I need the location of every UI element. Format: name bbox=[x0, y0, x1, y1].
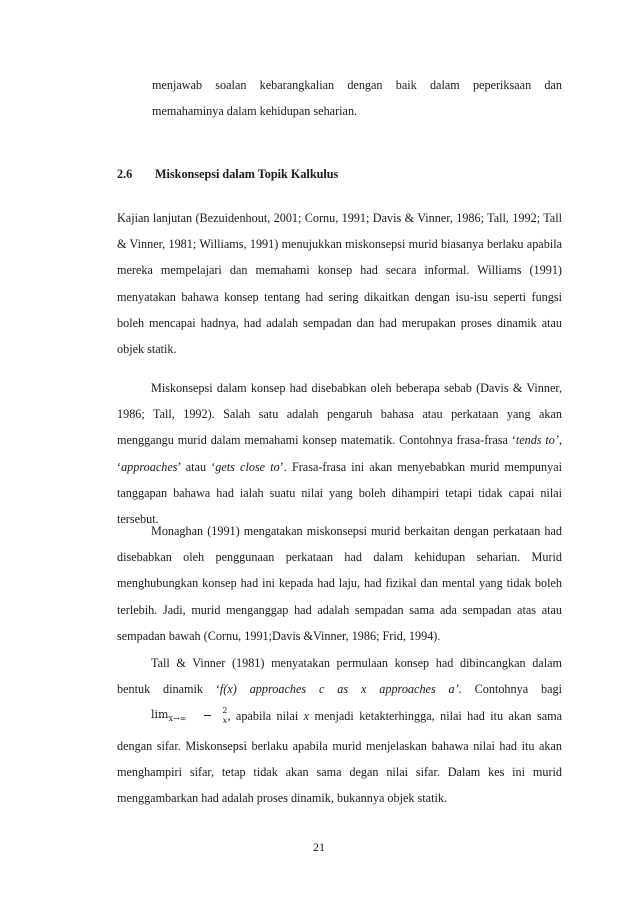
paragraph-4-text-a: Tall & Vinner (1981) menyatakan permulaan konsep had dibincangkan dalam bentuk dinamik ‘ bbox=[117, 656, 562, 697]
paragraph-2 bbox=[117, 375, 562, 532]
paragraph-4-quote: f(x) approaches c as x approaches a’. bbox=[219, 682, 462, 697]
paragraph-4-text-b: Contohnya bagi bbox=[461, 682, 562, 697]
paragraph-2-term-3: gets close to bbox=[215, 459, 280, 474]
fraction-denominator: x bbox=[222, 715, 228, 725]
paragraph-2-term-1: tends to’ bbox=[515, 433, 559, 448]
paragraph-2-term-2: approaches bbox=[121, 459, 178, 474]
paragraph-4-text-c: , apabila nilai bbox=[227, 709, 304, 724]
page-number: 21 bbox=[313, 840, 325, 854]
continuation-paragraph: menjawab soalan kebarangkalian dengan baik dalam peperiksaan dan memahaminya dalam kehidupan seharian. bbox=[152, 78, 562, 119]
limit-subscript: x→∞ bbox=[168, 714, 187, 724]
paragraph-2-text-a: Miskonsepsi dalam konsep had disebabkan oleh beberapa sebab (Davis & Vinner, 1986; Tall, 1992). Salah satu adalah pengaruh bahasa atau perkataan yang akan menggangu murid dalam memahami konsep matematik. Contohnya frasa-frasa ‘ bbox=[117, 381, 562, 448]
fraction-numerator: 2 bbox=[222, 705, 228, 715]
paragraph-1: Kajian lanjutan (Bezuidenhout, 2001; Cornu, 1991; Davis & Vinner, 1986; Tall, 1992; Tall & Vinner, 1981; Williams, 1991) menujukkan miskonsepsi murid biasanya berlaku apabila mereka mempelajari dan memahami konsep had secara informal. Williams (1991) menyatakan bahawa konsep tentang had sering dikaitkan dengan isu-isu seperti fungsi boleh mencapai hadnya, had adalah sempadan dan had merupakan proses dinamik atau objek statik. bbox=[117, 211, 562, 357]
paragraph-2-text-b: , ‘ bbox=[117, 433, 563, 474]
fraction bbox=[188, 706, 227, 725]
limit-operator: lim bbox=[151, 708, 169, 722]
limit-expression bbox=[117, 702, 227, 732]
section-number: 2.6 bbox=[117, 167, 133, 181]
section-title: Miskonsepsi dalam Topik Kalkulus bbox=[155, 167, 339, 181]
paragraph-4-variable: x bbox=[303, 709, 310, 724]
section-heading bbox=[117, 164, 338, 184]
paragraph-2-text-c: ’ atau ‘ bbox=[177, 459, 216, 474]
paragraph-2-text-d: ’. Frasa-frasa ini akan menyebabkan murid mempunyai tanggapan bahawa had ialah suatu nilai yang boleh dihampiri tetapi tidak capai nilai tersebut. bbox=[117, 459, 562, 527]
paragraph-4 bbox=[117, 650, 562, 811]
paragraph-4-text-d: menjadi ketakterhingga, nilai had itu akan sama dengan sifar. Miskonsepsi berlaku apabila murid menjelaskan bahawa nilai had itu akan menghampiri sifar, tetap tidak akan sama degan nilai sifar. Dalam kes ini murid menggambarkan had adalah proses dinamik, bukannya objek statik. bbox=[117, 709, 562, 806]
paragraph-3: Monaghan (1991) mengatakan miskonsepsi murid berkaitan dengan perkataan had disebabkan oleh penggunaan perkataan had dalam kehidupan seharian. Murid menghubungkan konsep had ini kepada had laju, had fizikal dan mental yang tidak boleh terlebih. Jadi, murid menganggap had adalah sempadan sama ada sempadan atas atau sempadan bawah (Cornu, 1991;Davis &Vinner, 1986; Frid, 1994). bbox=[117, 524, 562, 643]
